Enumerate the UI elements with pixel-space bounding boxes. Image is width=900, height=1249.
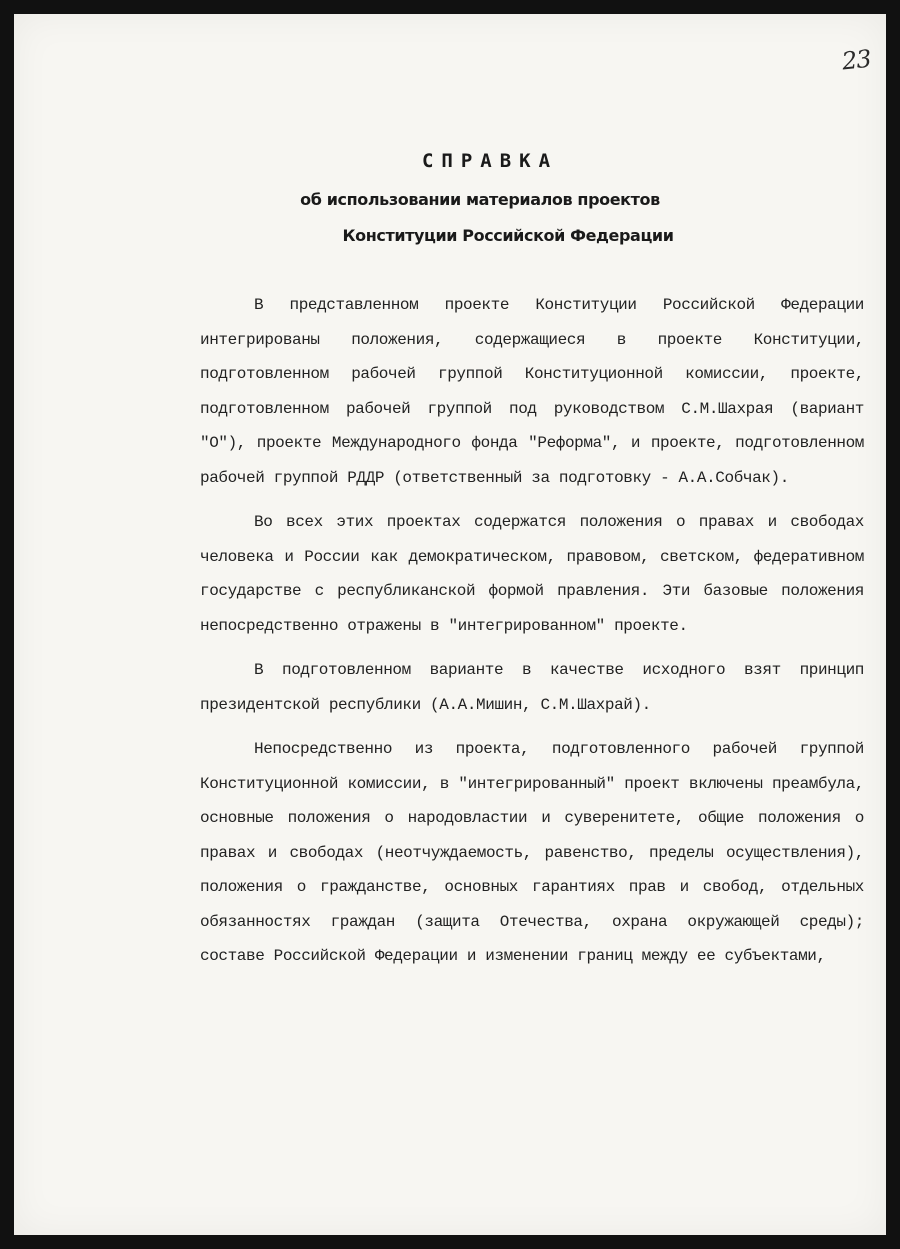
handwritten-page-number: 23: [840, 44, 872, 76]
document-page: [14, 14, 886, 1235]
paragraph-4: Непосредственно из проекта, подготовленного рабочей группой Конституционной комиссии, в "интегрированный" проект включены преамбула, основные положения о народовластии и суверенитете, общие положения о правах и свободах (неотчуждаемость, равенство, пределы осуществления), положения о гражданстве, основных гарантиях прав и свобод, отдельных обязанностях граждан (защита Отечества, охрана окружающей среды); составе Российской Федерации и изменении границ между ее субъектами,: [200, 740, 864, 965]
document-body: [200, 288, 864, 984]
paragraph-3: В подготовленном варианте в качестве исходного взят принцип президентской республики (А.А.Мишин, С.М.Шахрай).: [200, 661, 864, 714]
paragraph-1: В представленном проекте Конституции Российской Федерации интегрированы положения, содержащиеся в проекте Конституции, подготовленном рабочей группой Конституционной комиссии, проекте, подготовленном рабочей группой под руководством С.М.Шахрая (вариант "О"), проекте Международного фонда "Реформа", и проекте, подготовленном рабочей группой РДДР (ответственный за подготовку - А.А.Собчак).: [200, 296, 864, 487]
document-title: СПРАВКА: [421, 150, 559, 172]
document-subtitle-line-2: Конституции Российской Федерации: [342, 226, 674, 245]
paragraph-2: Во всех этих проектах содержатся положения о правах и свободах человека и России как демократическом, правовом, светском, федеративном государстве с республиканской формой правления. Эти базовые положения непосредственно отражены в "интегрированном" проекте.: [200, 513, 864, 635]
document-subtitle-line-1: об использовании материалов проектов: [300, 190, 660, 209]
